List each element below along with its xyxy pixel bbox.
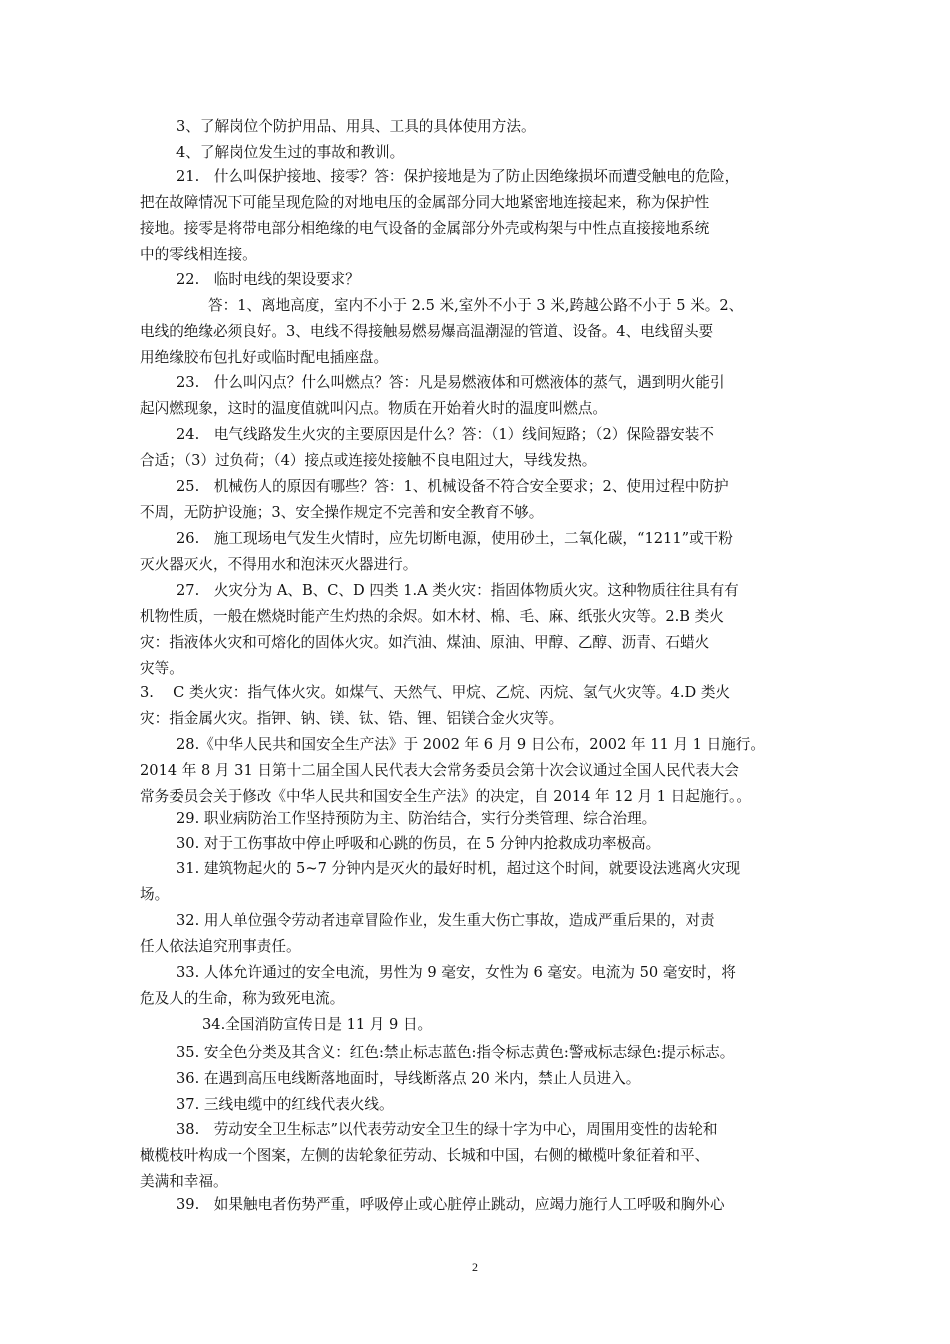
paragraph-32: 32. 用人单位强令劳动者违章冒险作业，发生重大伤亡事故，造成严重后果的，对责 任人依法追究刑事责任。 — [140, 912, 715, 955]
paragraph-36: 36. 在遇到高压电线断落地面时，导线断落点 20 米内，禁止人员进入。 — [176, 1070, 641, 1087]
paragraph-27-c: 3. C 类火灾：指气体火灾。如煤气、天然气、甲烷、乙烷、丙烷、氢气火灾等。4.D 类火 灾：指金属火灾。指钾、钠、镁、钛、锆、锂、铝镁合金火灾等。 — [140, 684, 731, 727]
paragraph-23: 23. 什么叫闪点？什么叫燃点？答：凡是易燃液体和可燃液体的蒸气，遇到明火能引 起闪燃现象，这时的温度值就叫闪点。物质在开始着火时的温度叫燃点。 — [140, 374, 725, 417]
page-number: 2 — [472, 1260, 478, 1274]
paragraph-30: 30. 对于工伤事故中停止呼吸和心跳的伤员，在 5 分钟内抢救成功率极高。 — [176, 835, 661, 852]
paragraph-26: 26. 施工现场电气发生火情时，应先切断电源，使用砂土，二氧化碳，“1211”或干粉 灭火器灭火，不得用水和泡沫灭火器进行。 — [140, 530, 733, 573]
paragraph-24: 24. 电气线路发生火灾的主要原因是什么？答：（1）线间短路；（2）保险器安装不 合适；（3）过负荷；（4）接点或连接处接触不良电阻过大，导线发热。 — [140, 426, 714, 469]
paragraph-38: 38. 劳动安全卫生标志”以代表劳动安全卫生的绿十字为中心，周围用变性的齿轮和 橄榄枝叶构成一个图案，左侧的齿轮象征劳动、长城和中国，右侧的橄榄叶象征着和平、 美满和幸福。 — [140, 1121, 718, 1190]
paragraph-29: 29. 职业病防治工作坚持预防为主、防治结合，实行分类管理、综合治理。 — [176, 810, 657, 827]
paragraph-25: 25. 机械伤人的原因有哪些？答：1、机械设备不符合安全要求；2、使用过程中防护 不周，无防护设施；3、安全操作规定不完善和安全教育不够。 — [140, 478, 729, 521]
paragraph-22: 22. 临时电线的架设要求？ — [176, 271, 360, 288]
paragraph-35: 35. 安全色分类及其含义：红色:禁止标志蓝色:指令标志黄色:警戒标志绿色:提示标志。 — [176, 1044, 735, 1061]
paragraph-item-3: 3、了解岗位个防护用品、用具、工具的具体使用方法。 — [176, 118, 536, 135]
paragraph-28: 28.《中华人民共和国安全生产法》于 2002 年 6 月 9 日公布，2002 年 11 月 1 日施行。 2014 年 8 月 31 日第十二届全国人民代表大会常务委员会第十次会议通过全国人民代表大会 常务委员会关于修改《中华人民共和国安全生产法》的决定，自 2014 年 12 月 1 日起施行。。 — [140, 736, 765, 805]
paragraph-37: 37. 三线电缆中的红线代表火线。 — [176, 1096, 394, 1113]
paragraph-21: 21. 什么叫保护接地、接零？答：保护接地是为了防止因绝缘损坏而遭受触电的危险， 把在故障情况下可能呈现危险的对地电压的金属部分同大地紧密地连接起来，称为保护性 接地。接零是将带电部分相绝缘的电气设备的金属部分外壳或构架与中性点直接接地系统 中的零线相连接。 — [140, 168, 740, 263]
paragraph-27: 27. 火灾分为 A、B、C、D 四类 1.A 类火灾：指固体物质火灾。这种物质往往具有有 机物性质，一般在燃烧时能产生灼热的余烬。如木材、棉、毛、麻、纸张火灾等。2.B 类火 灾：指液体火灾和可熔化的固体火灾。如汽油、煤油、原油、甲醇、乙醇、沥青、石蜡火 灾等。 — [140, 582, 739, 677]
paragraph-39: 39. 如果触电者伤势严重，呼吸停止或心脏停止跳动，应竭力施行人工呼吸和胸外心 — [176, 1196, 725, 1213]
paragraph-34: 34.全国消防宣传日是 11 月 9 日。 — [202, 1016, 433, 1033]
paragraph-item-4: 4、了解岗位发生过的事故和教训。 — [176, 144, 405, 161]
paragraph-33: 33. 人体允许通过的安全电流，男性为 9 毫安，女性为 6 毫安。电流为 50 毫安时，将 危及人的生命，称为致死电流。 — [140, 964, 736, 1007]
paragraph-22-answer: 答：1、离地高度，室内不小于 2.5 米,室外不小于 3 米,跨越公路不小于 5 米。2、 电线的绝缘必须良好。3、电线不得接触易燃易爆高温潮湿的管道、设备。4、电线留头要 用绝缘胶布包扎好或临时配电插座盘。 — [140, 297, 744, 366]
paragraph-31: 31. 建筑物起火的 5~7 分钟内是灭火的最好时机，超过这个时间，就要设法逃离火灾现 场。 — [140, 860, 741, 903]
